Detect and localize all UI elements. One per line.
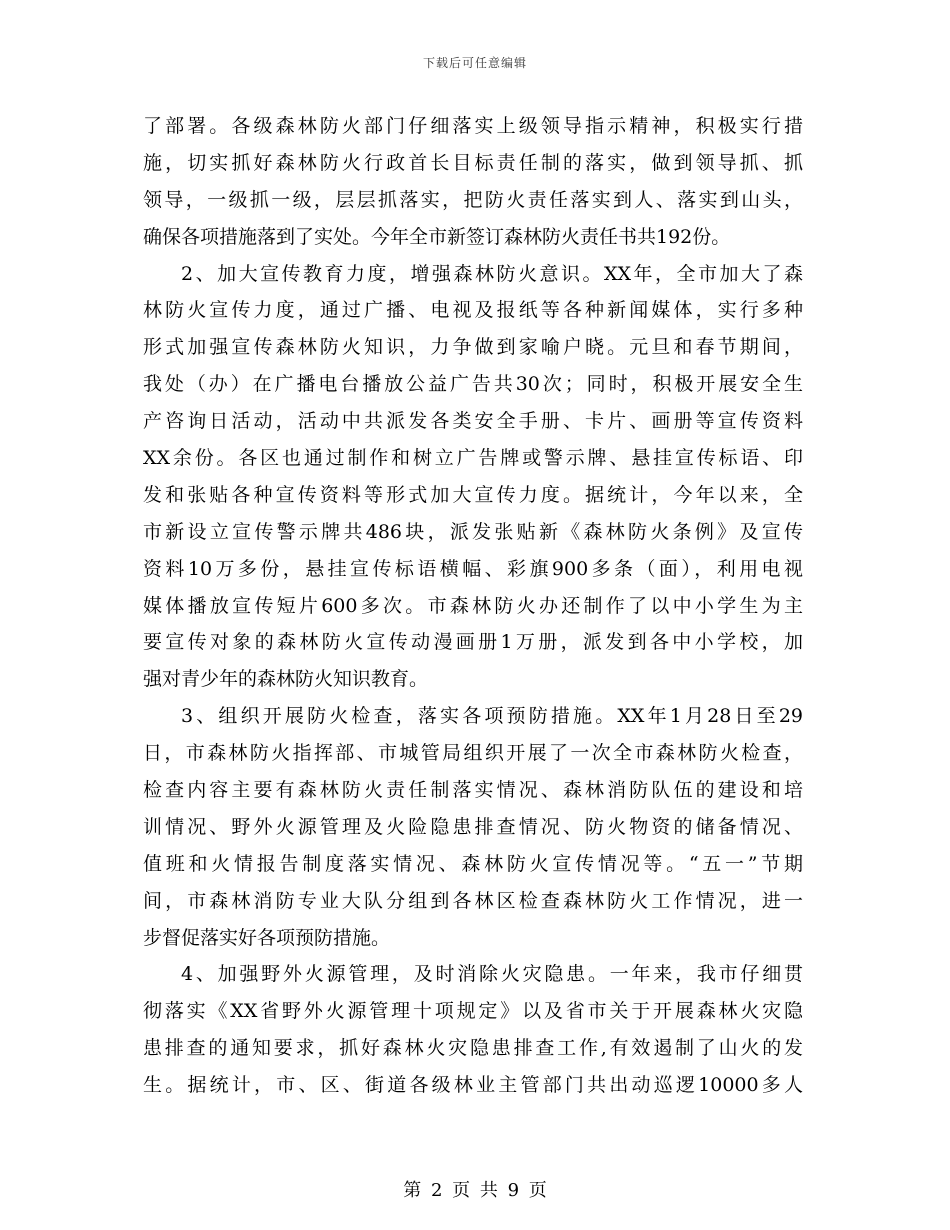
body-line: 步督促落实好各项预防措施。 bbox=[143, 926, 391, 949]
body-line: 领导，一级抓一级，层层抓落实，把防火责任落实到人、落实到山头， bbox=[143, 188, 803, 211]
body-line-paragraph-start: 3、组织开展防火检查，落实各项预防措施。XX年1月28日至29 bbox=[181, 705, 803, 728]
body-line: XX余份。各区也通过制作和树立广告牌或警示牌、悬挂宣传标语、印 bbox=[143, 447, 803, 470]
body-line: 施，切实抓好森林防火行政首长目标责任制的落实，做到领导抓、抓 bbox=[143, 151, 803, 174]
body-line: 我处（办）在广播电台播放公益广告共30次；同时，积极开展安全生 bbox=[143, 373, 803, 396]
body-line-paragraph-start: 2、加大宣传教育力度，增强森林防火意识。XX年，全市加大了森 bbox=[181, 262, 803, 285]
body-line: 值班和火情报告制度落实情况、森林防火宣传情况等。“五一”节期 bbox=[143, 852, 803, 875]
body-line: 患排查的通知要求，抓好森林火灾隐患排查工作,有效遏制了山火的发 bbox=[143, 1037, 803, 1060]
body-line: 了部署。各级森林防火部门仔细落实上级领导指示精神，积极实行措 bbox=[143, 115, 803, 137]
body-line: 发和张贴各种宣传资料等形式加大宣传力度。据统计，今年以来，全 bbox=[143, 483, 803, 506]
page-number-footer: 第 2 页 共 9 页 bbox=[403, 1180, 547, 1201]
body-line: 要宣传对象的森林防火宣传动漫画册1万册，派发到各中小学校，加 bbox=[143, 631, 803, 654]
body-line: 确保各项措施落到了实处。今年全市新签订森林防火责任书共192份。 bbox=[143, 225, 731, 248]
body-line: 训情况、野外火源管理及火险隐患排查情况、防火物资的储备情况、 bbox=[143, 815, 803, 838]
body-line: 彻落实《XX省野外火源管理十项规定》以及省市关于开展森林火灾隐 bbox=[143, 1000, 803, 1023]
document-body bbox=[143, 108, 803, 1104]
body-line: 形式加强宣传森林防火知识，力争做到家喻户晓。元旦和春节期间， bbox=[143, 336, 803, 359]
body-line: 市新设立宣传警示牌共486块，派发张贴新《森林防火条例》及宣传 bbox=[143, 520, 803, 543]
body-line-paragraph-start: 4、加强野外火源管理，及时消除火灾隐患。一年来，我市仔细贯 bbox=[181, 963, 803, 986]
body-line: 检查内容主要有森林防火责任制落实情况、森林消防队伍的建设和培 bbox=[143, 779, 803, 802]
body-line: 强对青少年的森林防火知识教育。 bbox=[143, 668, 429, 691]
body-line: 间，市森林消防专业大队分组到各林区检查森林防火工作情况，进一 bbox=[143, 889, 803, 912]
body-line: 资料10万多份，悬挂宣传标语横幅、彩旗900多条（面），利用电视 bbox=[143, 557, 803, 580]
body-line: 生。据统计，市、区、街道各级林业主管部门共出动巡逻10000多人 bbox=[143, 1074, 803, 1097]
page-header-note: 下载后可任意编辑 bbox=[422, 56, 527, 70]
body-line: 媒体播放宣传短片600多次。市森林防火办还制作了以中小学生为主 bbox=[143, 594, 803, 617]
body-line: 林防火宣传力度，通过广播、电视及报纸等各种新闻媒体，实行多种 bbox=[143, 299, 803, 322]
body-line: 日，市森林防火指挥部、市城管局组织开展了一次全市森林防火检查， bbox=[143, 742, 803, 765]
body-line: 产咨询日活动，活动中共派发各类安全手册、卡片、画册等宣传资料 bbox=[143, 410, 803, 433]
